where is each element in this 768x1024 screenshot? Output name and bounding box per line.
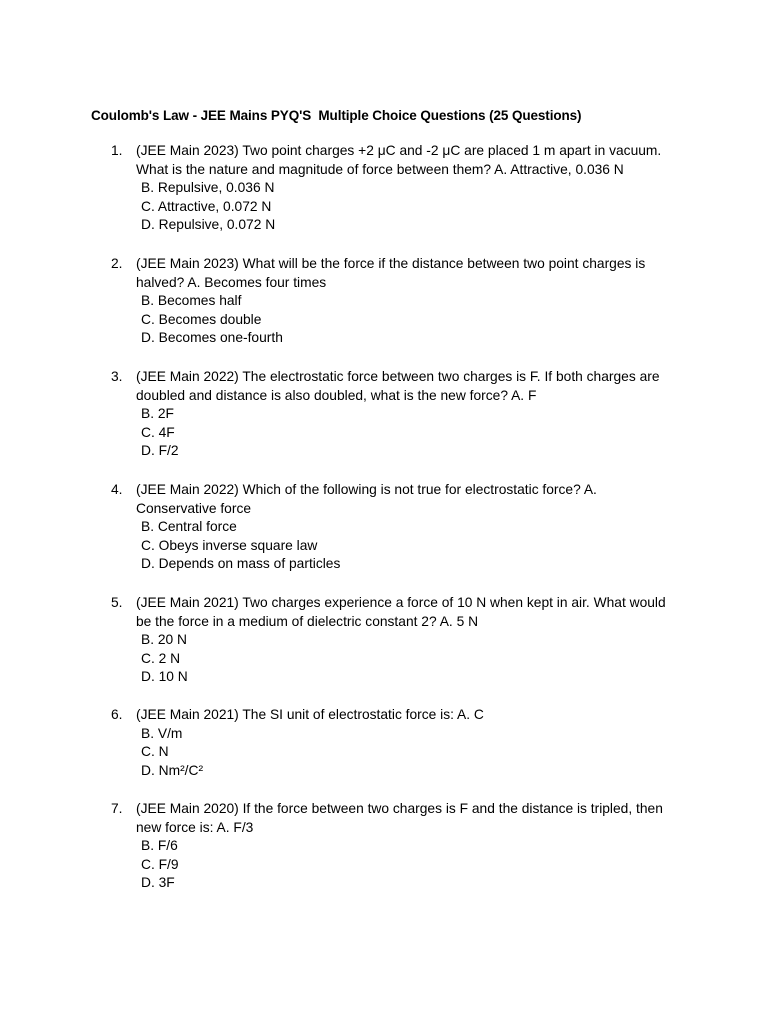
question-number: 3. bbox=[111, 369, 123, 384]
answer-option: D. Nm²/C² bbox=[141, 762, 204, 778]
answer-option: D. Depends on mass of particles bbox=[141, 556, 341, 572]
answer-option: D. F/2 bbox=[141, 443, 179, 459]
question-item bbox=[111, 255, 681, 348]
question-item bbox=[111, 368, 681, 461]
answer-option: C. Obeys inverse square law bbox=[141, 537, 318, 553]
question-number: 5. bbox=[111, 595, 123, 610]
question-text: (JEE Main 2021) The SI unit of electrostatic force is: A. C bbox=[136, 707, 484, 722]
answer-option: C. 4F bbox=[141, 424, 175, 440]
question-number: 2. bbox=[111, 256, 123, 271]
answer-option: C. F/9 bbox=[141, 856, 179, 872]
question-text: (JEE Main 2021) Two charges experience a force of 10 N when kept in air. What would be the force in a medium of dielectric constant 2? A. 5 N bbox=[136, 595, 666, 629]
question-item bbox=[111, 706, 681, 780]
question-text: (JEE Main 2022) Which of the following is not true for electrostatic force? A. Conservative force bbox=[136, 482, 597, 516]
answer-option: B. Central force bbox=[141, 519, 237, 535]
answer-option: D. Repulsive, 0.072 N bbox=[141, 217, 276, 233]
answer-option: C. Becomes double bbox=[141, 311, 262, 327]
answer-option: C. N bbox=[141, 744, 169, 760]
question-item bbox=[111, 594, 681, 687]
document-title: Coulomb's Law - JEE Mains PYQ'S Multiple Choice Questions (25 Questions) bbox=[91, 108, 582, 123]
question-item bbox=[111, 800, 681, 893]
question-text: (JEE Main 2023) Two point charges +2 μC and -2 μC are placed 1 m apart in vacuum. What is the nature and magnitude of force between them? A. Attractive, 0.036 N bbox=[136, 143, 662, 177]
question-number: 6. bbox=[111, 707, 123, 722]
question-text: (JEE Main 2023) What will be the force if the distance between two point charges is halved? A. Becomes four times bbox=[136, 256, 646, 290]
answer-option: B. Repulsive, 0.036 N bbox=[141, 180, 275, 196]
answer-option: D. 3F bbox=[141, 875, 175, 891]
answer-option: C. 2 N bbox=[141, 650, 181, 666]
answer-option: D. Becomes one-fourth bbox=[141, 330, 283, 346]
question-number: 4. bbox=[111, 482, 123, 497]
answer-option: B. Becomes half bbox=[141, 293, 242, 309]
answer-option: B. 2F bbox=[141, 406, 174, 422]
question-item bbox=[111, 481, 681, 574]
answer-option: D. 10 N bbox=[141, 669, 188, 685]
answer-option: B. 20 N bbox=[141, 632, 188, 648]
question-number: 7. bbox=[111, 801, 123, 816]
answer-option: B. F/6 bbox=[141, 838, 178, 854]
answer-option: B. V/m bbox=[141, 725, 183, 741]
question-text: (JEE Main 2022) The electrostatic force between two charges is F. If both charges are doubled and distance is also doubled, what is the new force? A. F bbox=[136, 369, 660, 403]
question-item bbox=[111, 142, 681, 235]
question-text: (JEE Main 2020) If the force between two charges is F and the distance is tripled, then new force is: A. F/3 bbox=[136, 801, 663, 835]
question-number: 1. bbox=[111, 143, 123, 158]
answer-option: C. Attractive, 0.072 N bbox=[141, 198, 272, 214]
